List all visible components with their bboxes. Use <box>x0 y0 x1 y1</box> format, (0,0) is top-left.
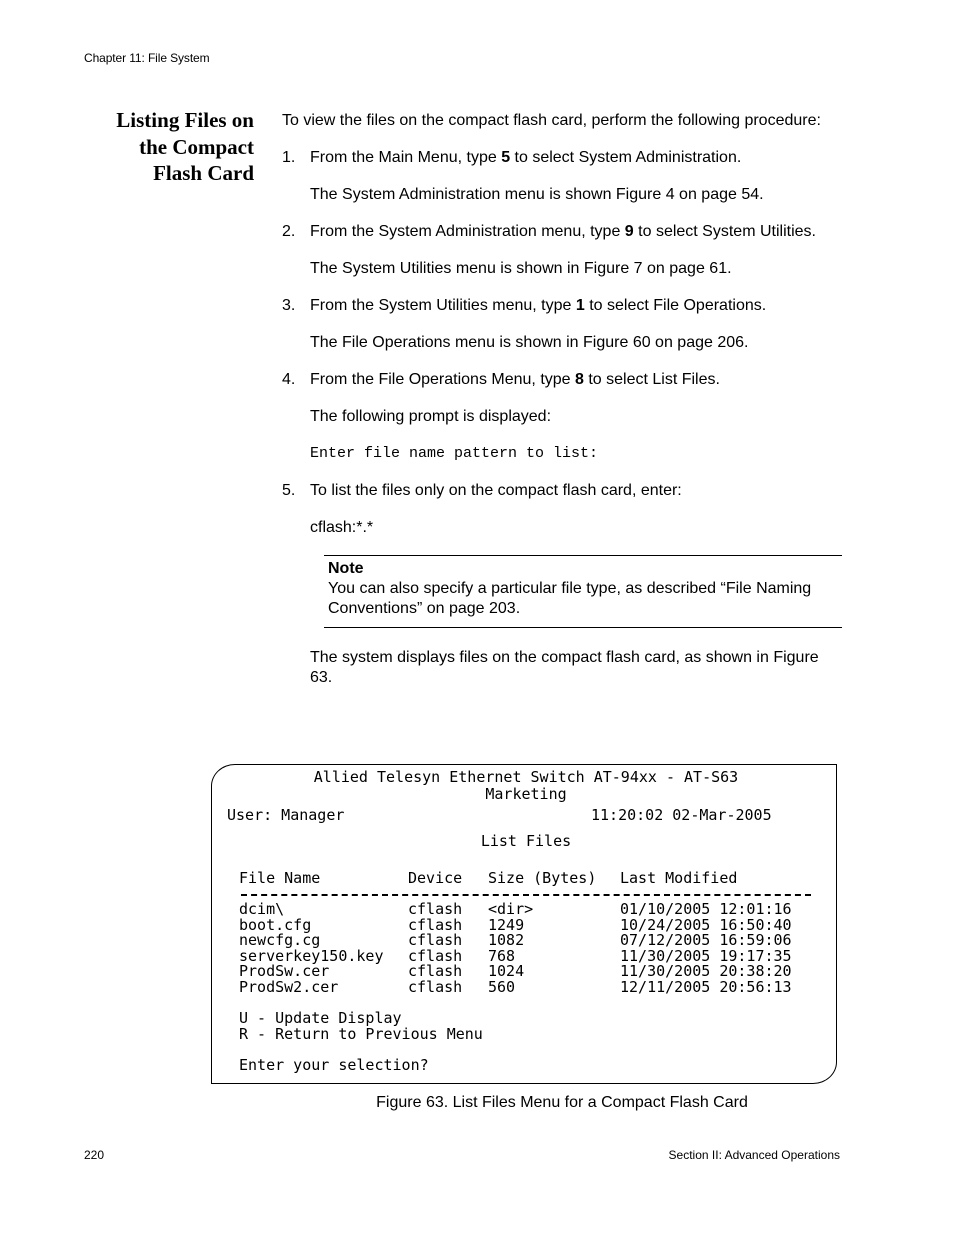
option-return: R - Return to Previous Menu <box>239 1024 483 1043</box>
step-instruction <box>310 222 842 242</box>
step-key: 9 <box>624 223 634 240</box>
prompt-code: Enter file name pattern to list: <box>310 445 599 462</box>
note-box <box>324 555 842 628</box>
figure-caption: Figure 63. List Files Menu for a Compact Flash Card <box>376 1094 748 1111</box>
file-name-cell: newcfg.cg <box>239 931 321 949</box>
file-name-cell: boot.cfg <box>239 915 312 934</box>
step-5 <box>282 481 842 688</box>
size-cell: 768 <box>488 946 516 965</box>
step-key: 1 <box>575 297 585 314</box>
step-result: The System Administration menu is shown Figure 4 on page 54. <box>310 186 764 203</box>
step-4 <box>282 370 842 464</box>
section-heading <box>84 107 254 187</box>
step-text: to select System Administration. <box>510 149 742 166</box>
step-key: 5 <box>501 149 511 166</box>
step-text: From the System Administration menu, type <box>310 223 625 240</box>
intro-paragraph: To view the files on the compact flash card, perform the following procedure: <box>282 112 821 129</box>
terminal-datetime: 11:20:02 02-Mar-2005 <box>591 806 772 824</box>
column-header-device: Device <box>408 869 463 887</box>
file-name-cell: ProdSw2.cer <box>239 977 339 996</box>
step-number: 4. <box>282 371 296 388</box>
section-footer: Section II: Advanced Operations <box>668 1148 840 1162</box>
column-header-file-name: File Name <box>239 869 321 887</box>
size-cell: 1082 <box>488 931 525 949</box>
selection-prompt: Enter your selection? <box>239 1056 429 1074</box>
procedure-steps <box>282 148 842 688</box>
column-header-modified: Last Modified <box>620 869 738 887</box>
terminal-title: Allied Telesyn Ethernet Switch AT-94xx - AT-S63 <box>313 768 739 786</box>
column-header-size: Size (Bytes) <box>488 869 597 887</box>
step-instruction <box>310 296 842 316</box>
terminal-user: User: Manager <box>227 806 345 824</box>
size-cell: <dir> <box>488 900 534 918</box>
device-cell: cflash <box>408 977 463 996</box>
file-name-cell: ProdSw.cer <box>239 962 330 980</box>
entry-text: cflash:*.* <box>310 519 374 536</box>
device-cell: cflash <box>408 962 463 980</box>
step-result: The System Utilities menu is shown in Figure 7 on page 61. <box>310 260 732 277</box>
step-key: 8 <box>575 371 584 388</box>
device-cell: cflash <box>408 915 463 934</box>
device-cell: cflash <box>408 946 463 965</box>
step-text: to select System Utilities. <box>633 223 816 240</box>
modified-cell: 10/24/2005 16:50:40 <box>620 915 792 934</box>
result-paragraph: The system displays files on the compact flash card, as shown in Figure 63. <box>310 649 819 686</box>
modified-cell: 01/10/2005 12:01:16 <box>620 900 792 918</box>
step-3 <box>282 296 842 353</box>
step-2 <box>282 222 842 279</box>
step-number: 5. <box>282 482 296 499</box>
option-update-display: U - Update Display <box>239 1009 402 1027</box>
device-cell: cflash <box>408 931 463 949</box>
device-cell: cflash <box>408 900 463 918</box>
heading-line-3: Flash Card <box>153 161 254 185</box>
modified-cell: 11/30/2005 20:38:20 <box>620 962 792 980</box>
step-text: to select List Files. <box>583 371 720 388</box>
note-text: You can also specify a particular file type, as described “File Naming Conventions” on page 203. <box>328 580 812 617</box>
terminal-menu-title: List Files <box>480 832 572 850</box>
file-name-cell: serverkey150.key <box>239 946 384 965</box>
step-text: From the Main Menu, type <box>310 149 502 166</box>
terminal-subtitle: Marketing <box>485 785 567 803</box>
procedure-body <box>282 111 842 705</box>
size-cell: 1024 <box>488 962 525 980</box>
step-number: 2. <box>282 223 296 240</box>
modified-cell: 07/12/2005 16:59:06 <box>620 931 792 949</box>
header-divider <box>241 894 811 896</box>
step-result: The File Operations menu is shown in Figure 60 on page 206. <box>310 334 749 351</box>
step-number: 1. <box>282 149 296 166</box>
step-text: to select File Operations. <box>584 297 767 314</box>
step-1 <box>282 148 842 205</box>
step-instruction <box>310 370 842 390</box>
note-title: Note <box>328 560 364 577</box>
modified-cell: 11/30/2005 19:17:35 <box>620 946 792 965</box>
modified-cell: 12/11/2005 20:56:13 <box>620 977 792 996</box>
page-number: 220 <box>84 1148 105 1162</box>
heading-line-2: the Compact <box>139 134 254 159</box>
size-cell: 560 <box>488 977 516 996</box>
step-text: From the System Utilities menu, type <box>310 297 576 314</box>
step-instruction <box>310 148 842 168</box>
step-result: The following prompt is displayed: <box>310 408 552 425</box>
running-head: Chapter 11: File System <box>84 51 210 65</box>
heading-line-1: Listing Files on <box>116 108 254 132</box>
file-name-cell: dcim\ <box>239 900 285 918</box>
size-cell: 1249 <box>488 915 525 934</box>
step-instruction: To list the files only on the compact flash card, enter: <box>310 482 682 499</box>
step-text: From the File Operations Menu, type <box>310 371 575 388</box>
step-number: 3. <box>282 297 296 314</box>
